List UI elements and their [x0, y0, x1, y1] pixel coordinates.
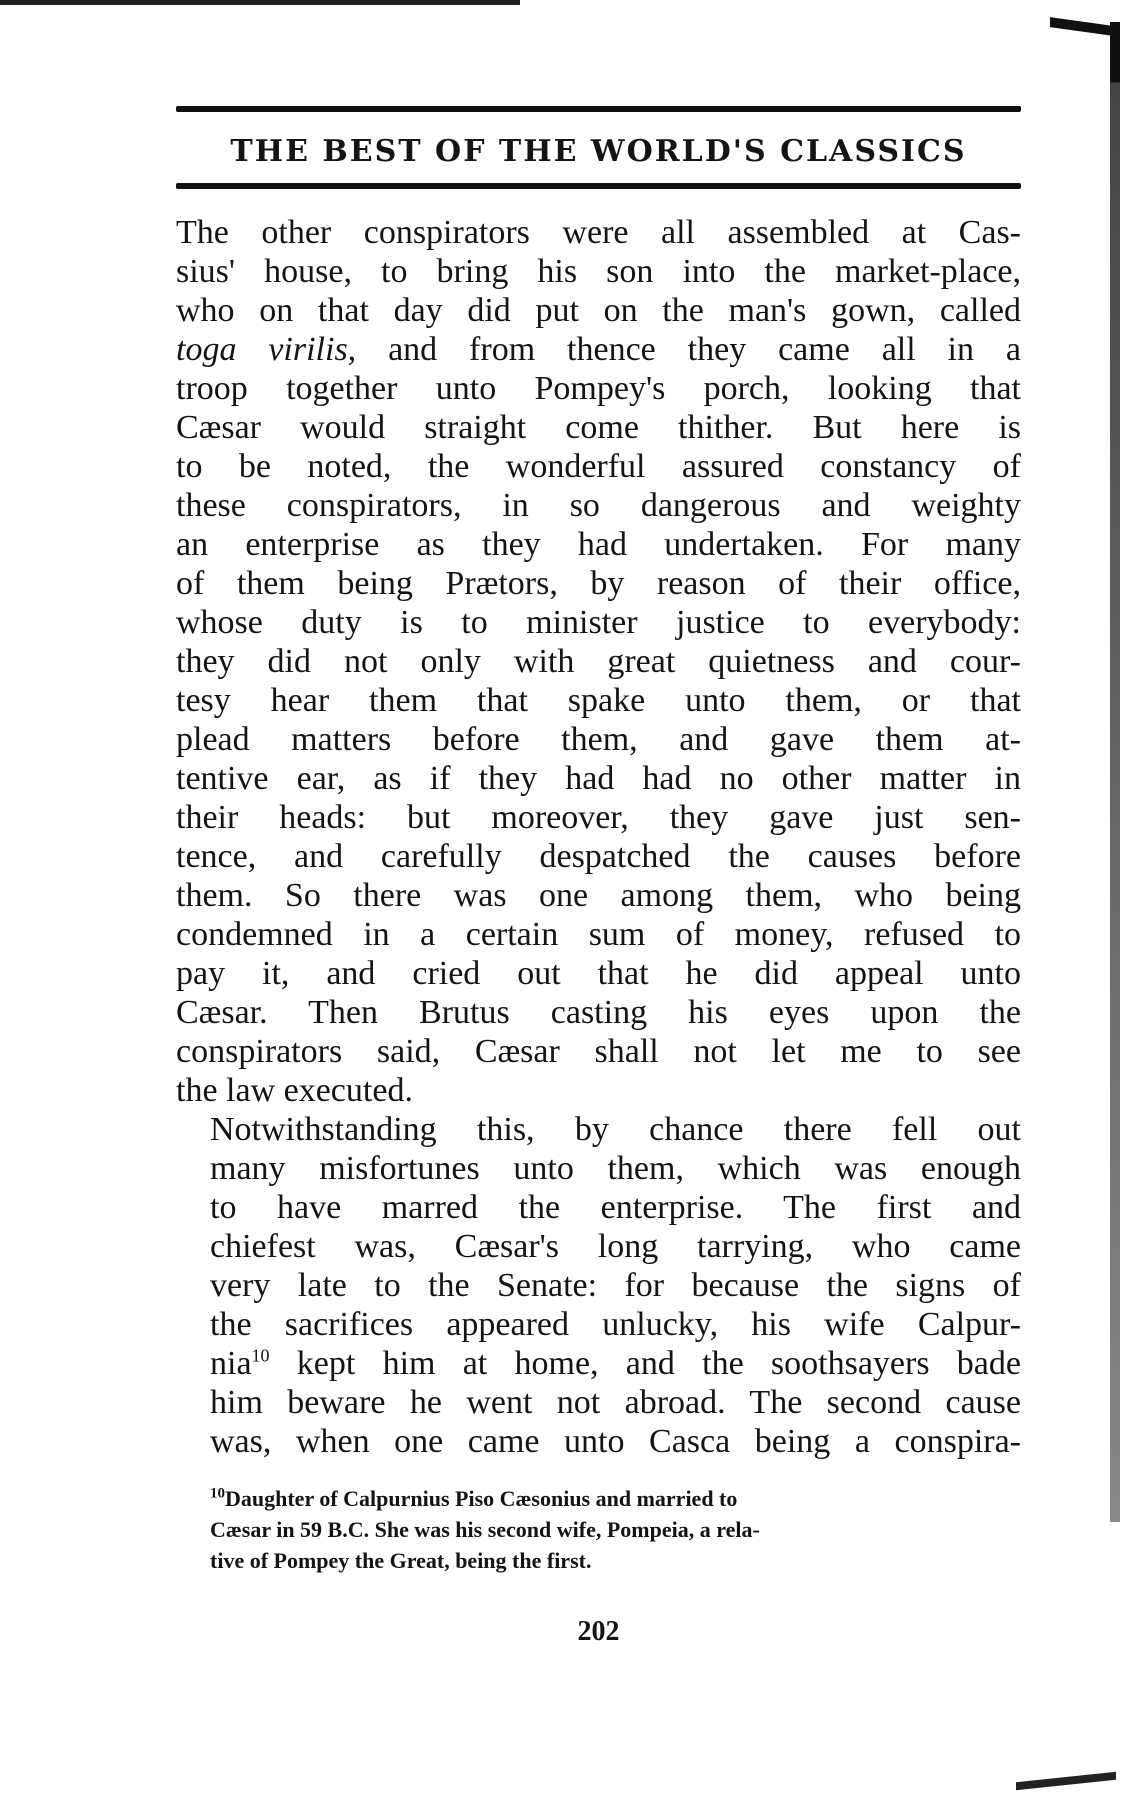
- text-line: Cæsar would straight come thither. But here is: [176, 409, 1021, 446]
- text-line: conspirators said, Cæsar shall not let me to see: [176, 1033, 1021, 1070]
- running-head: THE BEST OF THE WORLD'S CLASSICS: [230, 134, 967, 169]
- scan-edge-top: [0, 0, 520, 5]
- text-line: the sacrifices appeared unlucky, his wife Calpur-: [210, 1306, 1021, 1343]
- text-line: tentive ear, as if they had had no other matter in: [176, 760, 1021, 797]
- footnote-line: Cæsar in 59 B.C. She was his second wife, Pompeia, a rela-: [210, 1517, 760, 1542]
- text-line: toga virilis, and from thence they came all in a: [176, 331, 1021, 368]
- text-line: these conspirators, in so dangerous and weighty: [176, 487, 1021, 524]
- footnote: [176, 1483, 1021, 1576]
- text-line: they did not only with great quietness and cour-: [176, 643, 1021, 680]
- text-line: Cæsar. Then Brutus casting his eyes upon the: [176, 994, 1021, 1031]
- text-line: pay it, and cried out that he did appeal unto: [176, 955, 1021, 992]
- scan-edge-right: [1110, 22, 1120, 1522]
- text-line: Notwithstanding this, by chance there fell out: [210, 1111, 1021, 1148]
- text-line: many misfortunes unto them, which was enough: [210, 1150, 1021, 1187]
- italic-phrase: toga virilis,: [176, 331, 357, 368]
- text-line: plead matters before them, and gave them at-: [176, 721, 1021, 758]
- paragraph-2: [176, 1110, 1021, 1461]
- footnote-mark: 10: [210, 1485, 225, 1502]
- scan-edge-bottom: [1016, 1772, 1116, 1791]
- text-line: him beware he went not abroad. The second cause: [210, 1384, 1021, 1421]
- text-line: condemned in a certain sum of money, refused to: [176, 916, 1021, 953]
- text-line: whose duty is to minister justice to everybody:: [176, 604, 1021, 641]
- footnote-reference: 10: [251, 1345, 270, 1366]
- text-line: the law executed.: [176, 1072, 413, 1109]
- footnote-line: [210, 1483, 1021, 1514]
- text-fragment: kept him at home, and the soothsayers bade: [269, 1345, 1021, 1382]
- text-line: troop together unto Pompey's porch, looking that: [176, 370, 1021, 407]
- text-fragment: nia: [210, 1345, 252, 1382]
- header-rule-bottom: [176, 183, 1021, 189]
- text-line: The other conspirators were all assembled at Cas-: [176, 214, 1021, 251]
- text-line: their heads: but moreover, they gave just sen-: [176, 799, 1021, 836]
- book-page: [176, 106, 1021, 1648]
- text-line: tesy hear them that spake unto them, or that: [176, 682, 1021, 719]
- text-line: tence, and carefully despatched the causes before: [176, 838, 1021, 875]
- text-line: them. So there was one among them, who being: [176, 877, 1021, 914]
- paragraph-1: [176, 213, 1021, 1110]
- text-line: chiefest was, Cæsar's long tarrying, who came: [210, 1228, 1021, 1265]
- text-line: who on that day did put on the man's gown, called: [176, 292, 1021, 329]
- footnote-line: tive of Pompey the Great, being the first.: [210, 1548, 592, 1573]
- text-line: sius' house, to bring his son into the market-place,: [176, 253, 1021, 290]
- body-text: [176, 213, 1021, 1461]
- page-number: 202: [577, 1616, 620, 1647]
- text-line: [176, 1344, 1021, 1383]
- text-line: to be noted, the wonderful assured constancy of: [176, 448, 1021, 485]
- text-line: very late to the Senate: for because the signs of: [210, 1267, 1021, 1304]
- footnote-text: Daughter of Calpurnius Piso Cæsonius and married to: [225, 1486, 738, 1511]
- text-line: to have marred the enterprise. The first and: [210, 1189, 1021, 1226]
- text-line: was, when one came unto Casca being a conspira-: [210, 1423, 1021, 1460]
- text-line: of them being Prætors, by reason of their office,: [176, 565, 1021, 602]
- text-line: an enterprise as they had undertaken. For many: [176, 526, 1021, 563]
- header-rule-top: [176, 106, 1021, 112]
